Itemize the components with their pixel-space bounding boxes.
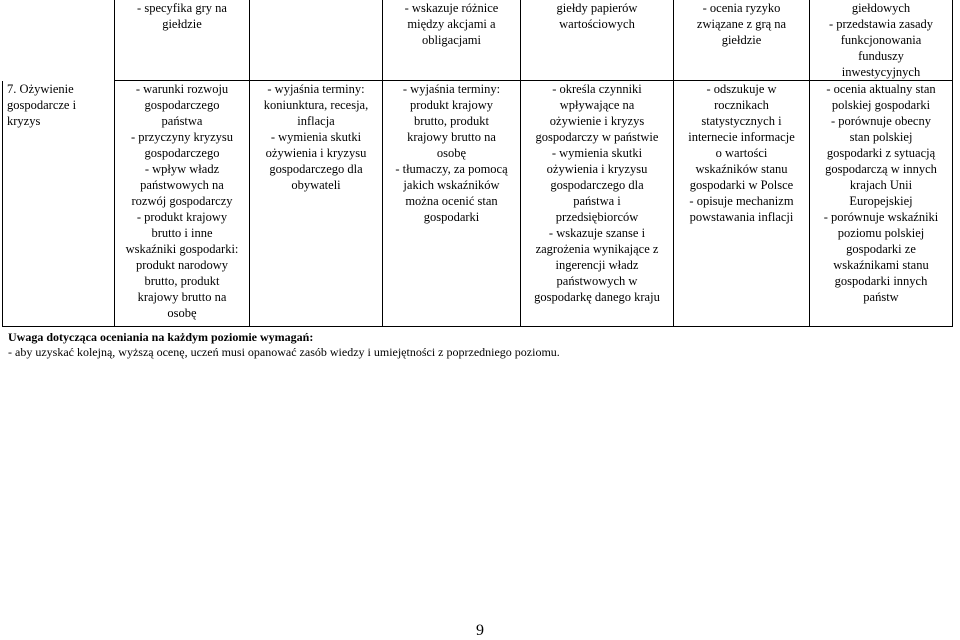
grading-note xyxy=(8,330,948,360)
table-cell-grade-5: - ocenia ryzyko związane z grą na giełdzie xyxy=(674,0,810,81)
table-cell-grade-2: - wyjaśnia terminy: koniunktura, recesja, inflacja - wymienia skutki ożywienia i kryzysu gospodarczego dla obywateli xyxy=(250,81,383,327)
grading-note-heading: Uwaga dotycząca oceniania na każdym poziomie wymagań: xyxy=(8,330,314,344)
table-cell-grade-2 xyxy=(250,0,383,81)
requirements-table xyxy=(2,0,953,327)
table-cell-content: - warunki rozwoju gospodarczego państwa - przyczyny kryzysu gospodarczego - wpływ władz państwowych na rozwój gospodarczy - produkt krajowy brutto i inne wskaźniki gospodarki: produkt narodowy brutto, produkt krajowy brutto na osobę xyxy=(115,81,250,327)
page-number: 9 xyxy=(476,622,484,639)
grading-note-text: - aby uzyskać kolejną, wyższą ocenę, uczeń musi opanować zasób wiedzy i umiejętności z poprzedniego poziomu. xyxy=(8,345,560,359)
table-cell-grade-4: - określa czynniki wpływające na ożywienie i kryzys gospodarczy w państwie - wymienia skutki ożywienia i kryzysu gospodarczego dla państwa i przedsiębiorców - wskazuje szanse i zagrożenia wynikające z ingerencji władz państwowych w gospodarkę danego kraju xyxy=(521,81,674,327)
table-cell-grade-6: giełdowych - przedstawia zasady funkcjonowania funduszy inwestycyjnych xyxy=(810,0,953,81)
table-row xyxy=(3,81,953,327)
table-cell-grade-3: - wyjaśnia terminy: produkt krajowy brutto, produkt krajowy brutto na osobę - tłumaczy, za pomocą jakich wskaźników można ocenić stan gospodarki xyxy=(383,81,521,327)
table-cell-content: - specyfika gry na giełdzie xyxy=(115,0,250,81)
table-cell-topic: 7. Ożywienie gospodarcze i kryzys xyxy=(3,81,115,327)
table-cell-grade-6: - ocenia aktualny stan polskiej gospodarki - porównuje obecny stan polskiej gospodarki z sytuacją gospodarczą w innych krajach Unii Europejskiej - porównuje wskaźniki poziomu polskiej gospodarki ze wskaźnikami stanu gospodarki innych państw xyxy=(810,81,953,327)
table-cell-grade-5: - odszukuje w rocznikach statystycznych i internecie informacje o wartości wskaźników stanu gospodarki w Polsce - opisuje mechanizm powstawania inflacji xyxy=(674,81,810,327)
table-cell-topic xyxy=(3,0,115,81)
table-cell-grade-3: - wskazuje różnice między akcjami a obligacjami xyxy=(383,0,521,81)
table-row xyxy=(3,0,953,81)
table-cell-grade-4: giełdy papierów wartościowych xyxy=(521,0,674,81)
